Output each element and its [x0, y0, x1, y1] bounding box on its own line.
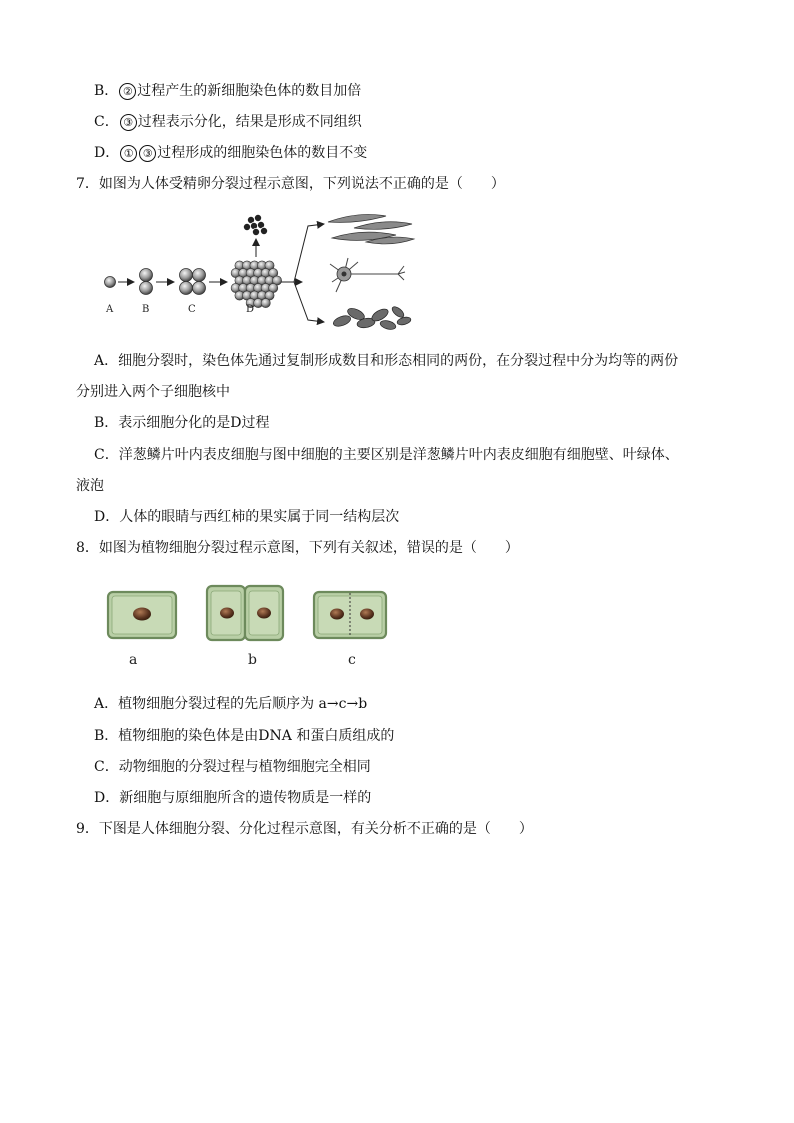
figure-label-b: b	[248, 652, 257, 668]
q6-option-d: D． ① ③ 过程形成的细胞染色体的数目不变	[94, 145, 368, 161]
circled-number-2: ②	[119, 83, 136, 100]
q7-option-d: D．人体的眼睛与西红柿的果实属于同一结构层次	[94, 509, 400, 525]
q7-cell-division-figure	[96, 208, 426, 332]
q7-option-c-line1: C．洋葱鳞片叶内表皮细胞与图中细胞的主要区别是洋葱鳞片叶内表皮细胞有细胞壁、叶绿体、	[94, 447, 679, 463]
figure-label-a: a	[129, 652, 138, 668]
circled-number-1: ①	[120, 145, 137, 162]
circled-number-3: ③	[120, 114, 137, 131]
q6-option-b: B． ② 过程产生的新细胞染色体的数目加倍	[94, 83, 362, 99]
figure-label-a: A	[106, 304, 114, 315]
q8-option-a: A．植物细胞分裂过程的先后顺序为 a→c→b	[94, 696, 368, 712]
q9-stem: 9．下图是人体细胞分裂、分化过程示意图，有关分析不正确的是（ ）	[76, 821, 533, 837]
q7-option-b: B．表示细胞分化的是D过程	[94, 415, 270, 431]
q8-option-d: D．新细胞与原细胞所含的遗传物质是一样的	[94, 790, 372, 806]
figure-label-c: C	[188, 304, 196, 315]
q8-plant-cell-division-figure	[104, 582, 394, 672]
figure-label-d: D	[246, 304, 255, 315]
circled-number-3: ③	[139, 145, 156, 162]
q7-option-c-line2: 液泡	[76, 478, 104, 494]
q8-stem: 8．如图为植物细胞分裂过程示意图，下列有关叙述，错误的是（ ）	[76, 540, 519, 556]
q6-option-c: C． ③ 过程表示分化，结果是形成不同组织	[94, 114, 362, 130]
q7-option-a-line2: 分别进入两个子细胞核中	[76, 384, 230, 400]
figure-label-b: B	[142, 304, 150, 315]
q8-option-b: B．植物细胞的染色体是由DNA 和蛋白质组成的	[94, 728, 395, 744]
q8-option-c: C．动物细胞的分裂过程与植物细胞完全相同	[94, 759, 371, 775]
q7-option-a-line1: A．细胞分裂时，染色体先通过复制形成数目和形态相同的两份，在分裂过程中分为均等的两份	[94, 353, 679, 369]
figure-label-c: c	[348, 652, 356, 668]
q7-stem: 7．如图为人体受精卵分裂过程示意图，下列说法不正确的是（ ）	[76, 176, 505, 192]
